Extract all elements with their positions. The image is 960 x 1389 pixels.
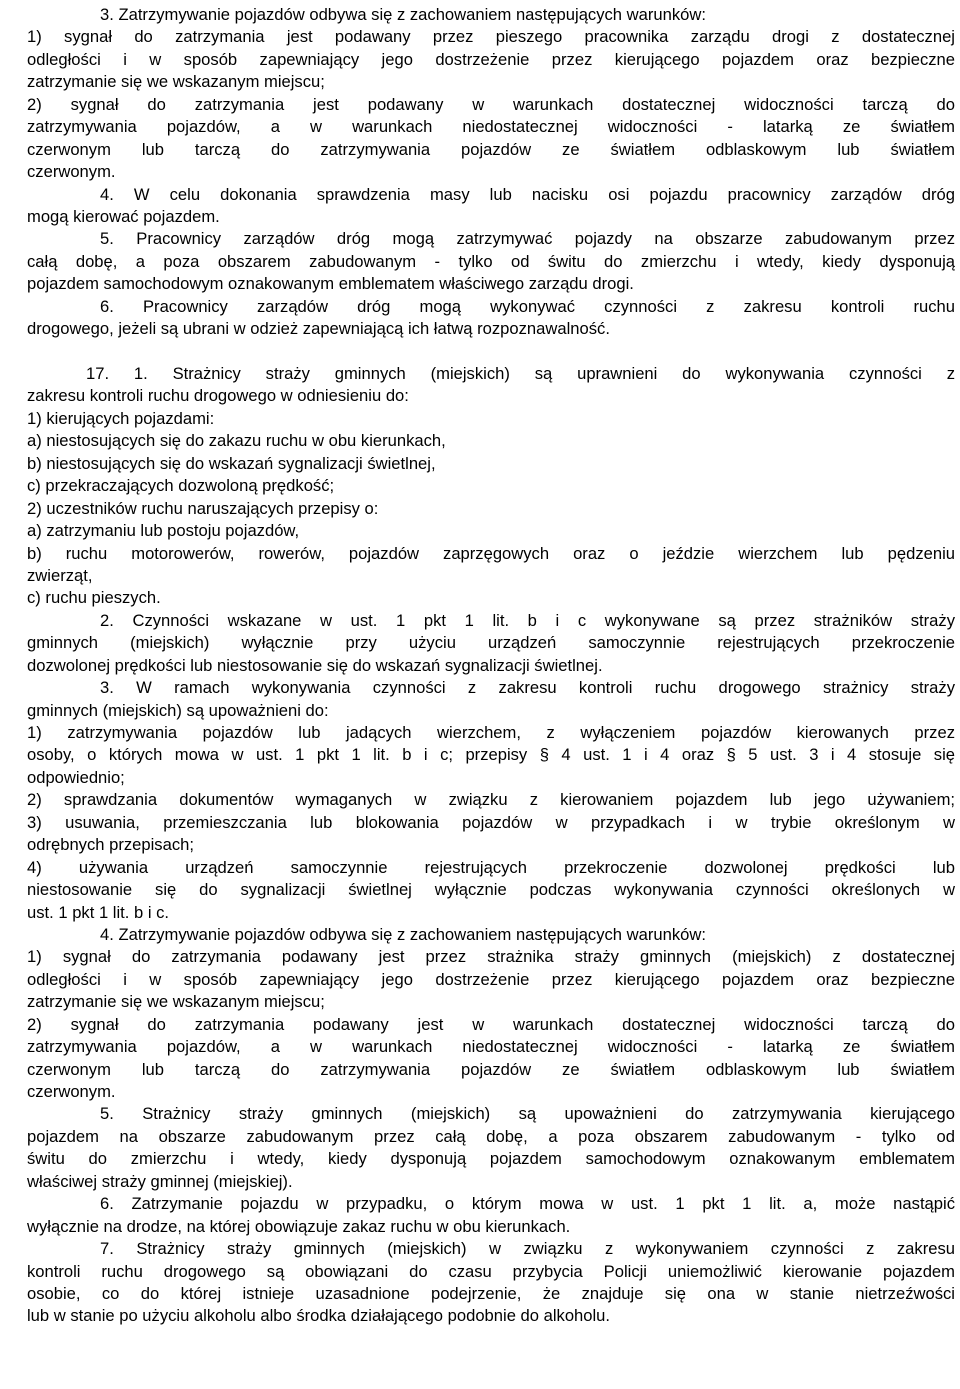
text-line: 5. Strażnicy straży gminnych (miejskich) są upoważnieni do zatrzymywania kierującego — [100, 1104, 955, 1124]
text-line: gminnych (miejskich) są upoważnieni do: — [27, 700, 329, 720]
text-line: c) ruchu pieszych. — [27, 588, 161, 608]
text-line: 5. Pracownicy zarządów dróg mogą zatrzymywać pojazdy na obszarze zabudowanym przez — [100, 229, 955, 249]
text-line: zatrzymywania pojazdów, a w warunkach niedostatecznej widoczności - latarką ze światłem — [27, 1037, 955, 1057]
text-line: drogowego, jeżeli są ubrani w odzież zapewniającą ich łatwą rozpoznawalność. — [27, 319, 610, 339]
text-line: dozwolonej prędkości lub niestosowanie się do wskazań sygnalizacji świetlnej. — [27, 655, 603, 675]
text-line: 4. Zatrzymywanie pojazdów odbywa się z zachowaniem następujących warunków: — [100, 924, 706, 944]
text-line: 2) uczestników ruchu naruszających przepisy o: — [27, 498, 379, 518]
text-line: 6. Pracownicy zarządów dróg mogą wykonywać czynności z zakresu kontroli ruchu — [100, 296, 955, 316]
text-line: odległości i w sposób zapewniający jego dostrzeżenie przez kierującego pojazdem oraz bezpieczne — [27, 49, 955, 69]
text-line: zatrzymanie się we wskazanym miejscu; — [27, 72, 325, 92]
text-line: osoby, o których mowa w ust. 1 pkt 1 lit. b i c; przepisy § 4 ust. 1 i 4 oraz § 5 ust. 3 i 4 stosuje się — [27, 745, 955, 765]
text-line: pojazdem na obszarze zabudowanym przez całą dobę, a poza obszarem zabudowanym - tylko od — [27, 1126, 955, 1146]
text-line: a) zatrzymaniu lub postoju pojazdów, — [27, 521, 300, 541]
text-line: czerwonym. — [27, 162, 116, 182]
text-line: pojazdem samochodowym oznakowanym emblematem właściwego zarządu drogi. — [27, 274, 634, 294]
text-line: b) ruchu motorowerów, rowerów, pojazdów zaprzęgowych oraz o jeździe wierzchem lub pędzeniu — [27, 543, 955, 563]
text-line: świtu do zmierzchu i wtedy, kiedy dysponują pojazdem samochodowym oznakowanym emblematem — [27, 1149, 955, 1169]
text-line: ust. 1 pkt 1 lit. b i c. — [27, 902, 170, 922]
text-line: 1) zatrzymywania pojazdów lub jadących wierzchem, z wyłączeniem pojazdów kierowanych przez — [27, 723, 955, 742]
text-line: zakresu kontroli ruchu drogowego w odniesieniu do: — [27, 386, 409, 406]
text-line: odpowiednio; — [27, 767, 125, 787]
text-line: 1) kierujących pojazdami: — [27, 408, 215, 428]
text-line: 2) sygnał do zatrzymania jest podawany w warunkach dostatecznej widoczności tarczą do — [27, 94, 955, 114]
text-line: wyłącznie na drodze, na której obowiązuje zakaz ruchu w obu kierunkach. — [27, 1216, 571, 1236]
text-line: odległości i w sposób zapewniający jego dostrzeżenie przez kierującego pojazdem oraz bezpieczne — [27, 969, 955, 989]
text-line: gminnych (miejskich) wyłącznie przy użyciu urządzeń samoczynnie rejestrujących przekroczenie — [27, 633, 955, 653]
text-line: czerwonym lub tarczą do zatrzymywania pojazdów ze światłem odblaskowym lub światłem — [27, 139, 955, 159]
text-line: 3. W ramach wykonywania czynności z zakresu kontroli ruchu drogowego strażnicy straży — [100, 678, 955, 698]
text-line: 1) sygnał do zatrzymania jest podawany przez pieszego pracownika zarządu drogi z dostatecznej — [27, 27, 955, 47]
text-line: zatrzymywania pojazdów, a w warunkach niedostatecznej widoczności - latarką ze światłem — [27, 117, 955, 137]
text-line: odrębnych przepisach; — [27, 835, 194, 855]
text-line: całą dobę, a poza obszarem zabudowanym - tylko od świtu do zmierzchu i wtedy, kiedy dysponują — [27, 251, 955, 271]
text-line: czerwonym lub tarczą do zatrzymywania pojazdów ze światłem odblaskowym lub światłem — [27, 1059, 955, 1079]
text-line: zwierząt, — [27, 565, 93, 585]
text-line: czerwonym. — [27, 1082, 116, 1101]
text-line: b) niestosujących się do wskazań sygnalizacji świetlnej, — [27, 453, 436, 473]
text-line: 7. Strażnicy straży gminnych (miejskich) w związku z wykonywaniem czynności z zakresu — [100, 1239, 955, 1259]
text-line: 17. 1. Strażnicy straży gminnych (miejskich) są uprawnieni do wykonywania czynności z — [86, 364, 955, 383]
text-line: kontroli ruchu drogowego są obowiązani do czasu przybycia Policji uniemożliwić kierowanie pojazdem — [27, 1261, 955, 1281]
text-line: 4. W celu dokonania sprawdzenia masy lub nacisku osi pojazdu pracownicy zarządów dróg — [100, 184, 955, 204]
text-line: mogą kierować pojazdem. — [27, 206, 220, 226]
text-line: osobie, co do której istnieje uzasadnione podejrzenie, że znajduje się ona w stanie nietrzeźwości — [27, 1283, 955, 1303]
text-line: 4) używania urządzeń samoczynnie rejestrujących przekroczenie dozwolonej prędkości lub — [27, 857, 955, 877]
text-line: 3. Zatrzymywanie pojazdów odbywa się z zachowaniem następujących warunków: — [100, 5, 706, 24]
text-line: niestosowanie się do sygnalizacji świetlnej wyłącznie podczas wykonywania czynności określonych w — [27, 880, 955, 900]
text-line: zatrzymanie się we wskazanym miejscu; — [27, 992, 325, 1012]
text-line: 2. Czynności wskazane w ust. 1 pkt 1 lit. b i c wykonywane są przez strażników straży — [100, 610, 955, 630]
text-line: lub w stanie po użyciu alkoholu albo środka działającego podobnie do alkoholu. — [27, 1306, 611, 1326]
text-line: 3) usuwania, przemieszczania lub blokowania pojazdów w przypadkach i w trybie określonym w — [27, 812, 955, 832]
text-line: c) przekraczających dozwoloną prędkość; — [27, 476, 335, 496]
document-body — [27, 4, 955, 1328]
text-line: 6. Zatrzymanie pojazdu w przypadku, o którym mowa w ust. 1 pkt 1 lit. a, może nastąpić — [100, 1194, 955, 1214]
text-line: 2) sprawdzania dokumentów wymaganych w związku z kierowaniem pojazdem lub jego używaniem; — [27, 790, 955, 810]
text-line: 2) sygnał do zatrzymania podawany jest w warunkach dostatecznej widoczności tarczą do — [27, 1014, 955, 1034]
text-line: a) niestosujących się do zakazu ruchu w obu kierunkach, — [27, 431, 446, 451]
text-line: 1) sygnał do zatrzymania podawany jest przez strażnika straży gminnych (miejskich) z dostatecznej — [27, 947, 955, 967]
text-line: właściwej straży gminnej (miejskiej). — [27, 1171, 293, 1191]
